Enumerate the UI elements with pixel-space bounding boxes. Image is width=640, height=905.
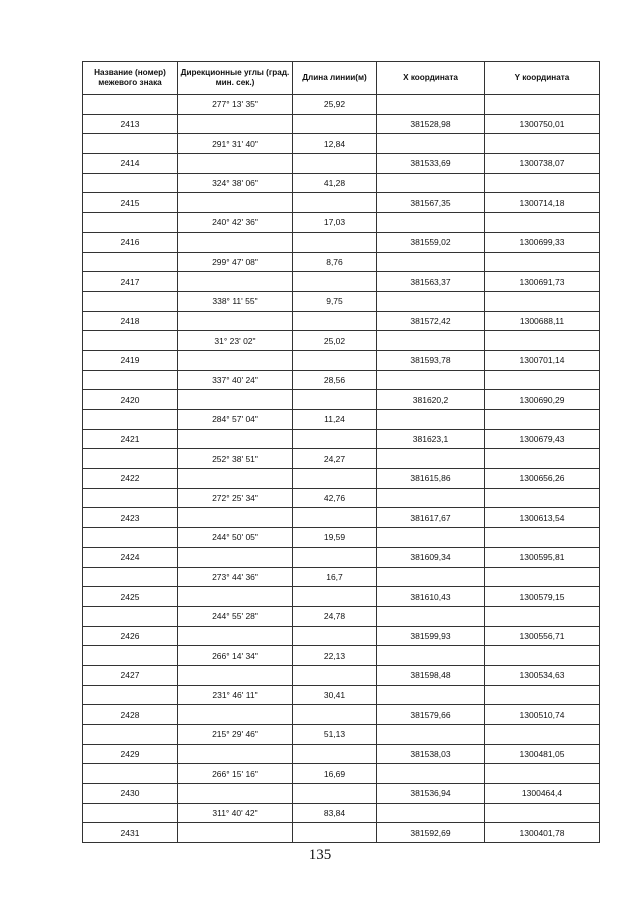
x-coordinate-cell: 381559,02: [377, 232, 485, 252]
marker-name-cell: [83, 134, 178, 154]
y-coordinate-cell: 1300579,15: [485, 587, 600, 607]
line-length-cell: [293, 193, 377, 213]
header-angle: Дирекционные углы (град. мин. сек.): [178, 62, 293, 95]
x-coordinate-cell: 381536,94: [377, 784, 485, 804]
table-row: [83, 114, 600, 134]
line-length-cell: 83,84: [293, 803, 377, 823]
marker-name-cell: 2420: [83, 390, 178, 410]
line-length-cell: 25,02: [293, 331, 377, 351]
table-row: [83, 390, 600, 410]
header-row: [83, 62, 600, 95]
direction-angle-cell: [178, 784, 293, 804]
y-coordinate-cell: 1300699,33: [485, 232, 600, 252]
line-length-cell: 51,13: [293, 725, 377, 745]
y-coordinate-cell: [485, 331, 600, 351]
line-length-cell: [293, 390, 377, 410]
line-length-cell: [293, 429, 377, 449]
table-row: [83, 350, 600, 370]
x-coordinate-cell: 381610,43: [377, 587, 485, 607]
direction-angle-cell: 240° 42' 36": [178, 213, 293, 233]
y-coordinate-cell: [485, 134, 600, 154]
table-row: [83, 528, 600, 548]
direction-angle-cell: [178, 744, 293, 764]
marker-name-cell: [83, 252, 178, 272]
direction-angle-cell: 244° 50' 05": [178, 528, 293, 548]
marker-name-cell: 2426: [83, 626, 178, 646]
table-row: [83, 410, 600, 430]
y-coordinate-cell: 1300534,63: [485, 665, 600, 685]
marker-name-cell: 2429: [83, 744, 178, 764]
header-y: Y координата: [485, 62, 600, 95]
x-coordinate-cell: 381593,78: [377, 350, 485, 370]
line-length-cell: 24,27: [293, 449, 377, 469]
survey-table: [82, 61, 600, 843]
direction-angle-cell: 266° 15' 16": [178, 764, 293, 784]
direction-angle-cell: [178, 154, 293, 174]
table-row: [83, 764, 600, 784]
line-length-cell: 28,56: [293, 370, 377, 390]
marker-name-cell: 2422: [83, 469, 178, 489]
x-coordinate-cell: [377, 134, 485, 154]
y-coordinate-cell: 1300701,14: [485, 350, 600, 370]
x-coordinate-cell: [377, 331, 485, 351]
y-coordinate-cell: [485, 567, 600, 587]
direction-angle-cell: [178, 705, 293, 725]
y-coordinate-cell: 1300613,54: [485, 508, 600, 528]
direction-angle-cell: 244° 55' 28": [178, 606, 293, 626]
direction-angle-cell: 231° 46' 11": [178, 685, 293, 705]
table-row: [83, 744, 600, 764]
y-coordinate-cell: [485, 803, 600, 823]
table-row: [83, 272, 600, 292]
line-length-cell: 30,41: [293, 685, 377, 705]
marker-name-cell: [83, 528, 178, 548]
x-coordinate-cell: [377, 528, 485, 548]
marker-name-cell: [83, 173, 178, 193]
direction-angle-cell: 337° 40' 24": [178, 370, 293, 390]
table-row: [83, 665, 600, 685]
marker-name-cell: 2415: [83, 193, 178, 213]
table-body: [83, 95, 600, 843]
line-length-cell: 17,03: [293, 213, 377, 233]
y-coordinate-cell: 1300688,11: [485, 311, 600, 331]
direction-angle-cell: 272° 25' 34": [178, 488, 293, 508]
x-coordinate-cell: 381592,69: [377, 823, 485, 843]
y-coordinate-cell: [485, 213, 600, 233]
x-coordinate-cell: 381623,1: [377, 429, 485, 449]
direction-angle-cell: [178, 232, 293, 252]
x-coordinate-cell: [377, 213, 485, 233]
direction-angle-cell: 299° 47' 08": [178, 252, 293, 272]
direction-angle-cell: 284° 57' 04": [178, 410, 293, 430]
direction-angle-cell: 215° 29' 46": [178, 725, 293, 745]
y-coordinate-cell: 1300714,18: [485, 193, 600, 213]
x-coordinate-cell: 381567,35: [377, 193, 485, 213]
direction-angle-cell: [178, 547, 293, 567]
direction-angle-cell: [178, 626, 293, 646]
marker-name-cell: [83, 803, 178, 823]
table-row: [83, 547, 600, 567]
line-length-cell: [293, 784, 377, 804]
table-row: [83, 705, 600, 725]
marker-name-cell: [83, 567, 178, 587]
direction-angle-cell: [178, 508, 293, 528]
table-row: [83, 291, 600, 311]
marker-name-cell: 2419: [83, 350, 178, 370]
table-row: [83, 567, 600, 587]
table-row: [83, 626, 600, 646]
table-row: [83, 488, 600, 508]
table-row: [83, 370, 600, 390]
line-length-cell: 16,7: [293, 567, 377, 587]
y-coordinate-cell: [485, 252, 600, 272]
line-length-cell: [293, 114, 377, 134]
table-row: [83, 606, 600, 626]
table-row: [83, 449, 600, 469]
x-coordinate-cell: 381609,34: [377, 547, 485, 567]
line-length-cell: 22,13: [293, 646, 377, 666]
line-length-cell: 24,78: [293, 606, 377, 626]
header-length: Длина линии(м): [293, 62, 377, 95]
marker-name-cell: [83, 646, 178, 666]
table-row: [83, 685, 600, 705]
table-row: [83, 134, 600, 154]
y-coordinate-cell: 1300556,71: [485, 626, 600, 646]
direction-angle-cell: 252° 38' 51": [178, 449, 293, 469]
x-coordinate-cell: [377, 370, 485, 390]
y-coordinate-cell: [485, 725, 600, 745]
direction-angle-cell: 31° 23' 02": [178, 331, 293, 351]
line-length-cell: [293, 705, 377, 725]
x-coordinate-cell: [377, 646, 485, 666]
x-coordinate-cell: [377, 252, 485, 272]
line-length-cell: [293, 154, 377, 174]
table-row: [83, 95, 600, 115]
x-coordinate-cell: 381615,86: [377, 469, 485, 489]
y-coordinate-cell: [485, 488, 600, 508]
line-length-cell: [293, 311, 377, 331]
table-row: [83, 193, 600, 213]
table-row: [83, 725, 600, 745]
marker-name-cell: [83, 488, 178, 508]
y-coordinate-cell: [485, 685, 600, 705]
line-length-cell: [293, 350, 377, 370]
line-length-cell: 19,59: [293, 528, 377, 548]
table-row: [83, 803, 600, 823]
x-coordinate-cell: 381599,93: [377, 626, 485, 646]
marker-name-cell: [83, 606, 178, 626]
y-coordinate-cell: [485, 370, 600, 390]
marker-name-cell: [83, 213, 178, 233]
direction-angle-cell: 266° 14' 34": [178, 646, 293, 666]
marker-name-cell: 2416: [83, 232, 178, 252]
line-length-cell: 16,69: [293, 764, 377, 784]
table-row: [83, 173, 600, 193]
table-row: [83, 331, 600, 351]
table-row: [83, 252, 600, 272]
direction-angle-cell: [178, 114, 293, 134]
direction-angle-cell: 324° 38' 06": [178, 173, 293, 193]
y-coordinate-cell: [485, 291, 600, 311]
marker-name-cell: [83, 725, 178, 745]
y-coordinate-cell: 1300738,07: [485, 154, 600, 174]
y-coordinate-cell: [485, 449, 600, 469]
x-coordinate-cell: 381620,2: [377, 390, 485, 410]
line-length-cell: 8,76: [293, 252, 377, 272]
direction-angle-cell: [178, 429, 293, 449]
x-coordinate-cell: 381598,48: [377, 665, 485, 685]
table-row: [83, 587, 600, 607]
line-length-cell: [293, 272, 377, 292]
marker-name-cell: [83, 95, 178, 115]
line-length-cell: [293, 626, 377, 646]
table-row: [83, 429, 600, 449]
line-length-cell: 42,76: [293, 488, 377, 508]
x-coordinate-cell: [377, 606, 485, 626]
x-coordinate-cell: 381617,67: [377, 508, 485, 528]
line-length-cell: 25,92: [293, 95, 377, 115]
line-length-cell: [293, 469, 377, 489]
x-coordinate-cell: [377, 764, 485, 784]
x-coordinate-cell: 381533,69: [377, 154, 485, 174]
y-coordinate-cell: [485, 95, 600, 115]
line-length-cell: [293, 547, 377, 567]
direction-angle-cell: [178, 193, 293, 213]
x-coordinate-cell: 381579,66: [377, 705, 485, 725]
x-coordinate-cell: [377, 725, 485, 745]
direction-angle-cell: [178, 390, 293, 410]
marker-name-cell: 2423: [83, 508, 178, 528]
y-coordinate-cell: 1300750,01: [485, 114, 600, 134]
marker-name-cell: [83, 764, 178, 784]
header-x: X координата: [377, 62, 485, 95]
line-length-cell: [293, 744, 377, 764]
marker-name-cell: 2421: [83, 429, 178, 449]
y-coordinate-cell: 1300464,4: [485, 784, 600, 804]
table-row: [83, 784, 600, 804]
y-coordinate-cell: 1300510,74: [485, 705, 600, 725]
marker-name-cell: 2414: [83, 154, 178, 174]
y-coordinate-cell: 1300481,05: [485, 744, 600, 764]
x-coordinate-cell: [377, 173, 485, 193]
table-row: [83, 646, 600, 666]
y-coordinate-cell: 1300656,26: [485, 469, 600, 489]
marker-name-cell: 2413: [83, 114, 178, 134]
direction-angle-cell: [178, 311, 293, 331]
x-coordinate-cell: [377, 410, 485, 430]
y-coordinate-cell: [485, 646, 600, 666]
marker-name-cell: 2424: [83, 547, 178, 567]
direction-angle-cell: 291° 31' 40": [178, 134, 293, 154]
x-coordinate-cell: [377, 567, 485, 587]
table-row: [83, 823, 600, 843]
table-row: [83, 508, 600, 528]
table-row: [83, 213, 600, 233]
x-coordinate-cell: 381528,98: [377, 114, 485, 134]
direction-angle-cell: [178, 272, 293, 292]
direction-angle-cell: [178, 823, 293, 843]
line-length-cell: [293, 587, 377, 607]
y-coordinate-cell: [485, 410, 600, 430]
x-coordinate-cell: [377, 291, 485, 311]
line-length-cell: [293, 508, 377, 528]
marker-name-cell: [83, 331, 178, 351]
marker-name-cell: [83, 370, 178, 390]
marker-name-cell: [83, 291, 178, 311]
marker-name-cell: [83, 410, 178, 430]
line-length-cell: [293, 232, 377, 252]
marker-name-cell: 2427: [83, 665, 178, 685]
marker-name-cell: 2425: [83, 587, 178, 607]
direction-angle-cell: 311° 40' 42": [178, 803, 293, 823]
table-row: [83, 469, 600, 489]
line-length-cell: 12,84: [293, 134, 377, 154]
marker-name-cell: [83, 449, 178, 469]
y-coordinate-cell: 1300679,43: [485, 429, 600, 449]
x-coordinate-cell: 381572,42: [377, 311, 485, 331]
y-coordinate-cell: 1300401,78: [485, 823, 600, 843]
x-coordinate-cell: [377, 803, 485, 823]
direction-angle-cell: 273° 44' 36": [178, 567, 293, 587]
table-row: [83, 232, 600, 252]
table-row: [83, 311, 600, 331]
x-coordinate-cell: [377, 95, 485, 115]
y-coordinate-cell: [485, 606, 600, 626]
direction-angle-cell: [178, 587, 293, 607]
x-coordinate-cell: [377, 488, 485, 508]
y-coordinate-cell: 1300691,73: [485, 272, 600, 292]
marker-name-cell: 2418: [83, 311, 178, 331]
line-length-cell: 41,28: [293, 173, 377, 193]
x-coordinate-cell: [377, 449, 485, 469]
direction-angle-cell: 338° 11' 55": [178, 291, 293, 311]
marker-name-cell: 2431: [83, 823, 178, 843]
direction-angle-cell: [178, 469, 293, 489]
direction-angle-cell: [178, 350, 293, 370]
y-coordinate-cell: 1300595,81: [485, 547, 600, 567]
direction-angle-cell: 277° 13' 35": [178, 95, 293, 115]
x-coordinate-cell: 381538,03: [377, 744, 485, 764]
y-coordinate-cell: [485, 764, 600, 784]
marker-name-cell: 2430: [83, 784, 178, 804]
y-coordinate-cell: [485, 173, 600, 193]
direction-angle-cell: [178, 665, 293, 685]
table-row: [83, 154, 600, 174]
line-length-cell: 9,75: [293, 291, 377, 311]
marker-name-cell: 2417: [83, 272, 178, 292]
marker-name-cell: [83, 685, 178, 705]
line-length-cell: [293, 823, 377, 843]
x-coordinate-cell: 381563,37: [377, 272, 485, 292]
marker-name-cell: 2428: [83, 705, 178, 725]
line-length-cell: 11,24: [293, 410, 377, 430]
y-coordinate-cell: 1300690,29: [485, 390, 600, 410]
y-coordinate-cell: [485, 528, 600, 548]
line-length-cell: [293, 665, 377, 685]
header-name: Название (номер) межевого знака: [83, 62, 178, 95]
page-number: 135: [308, 847, 332, 863]
x-coordinate-cell: [377, 685, 485, 705]
